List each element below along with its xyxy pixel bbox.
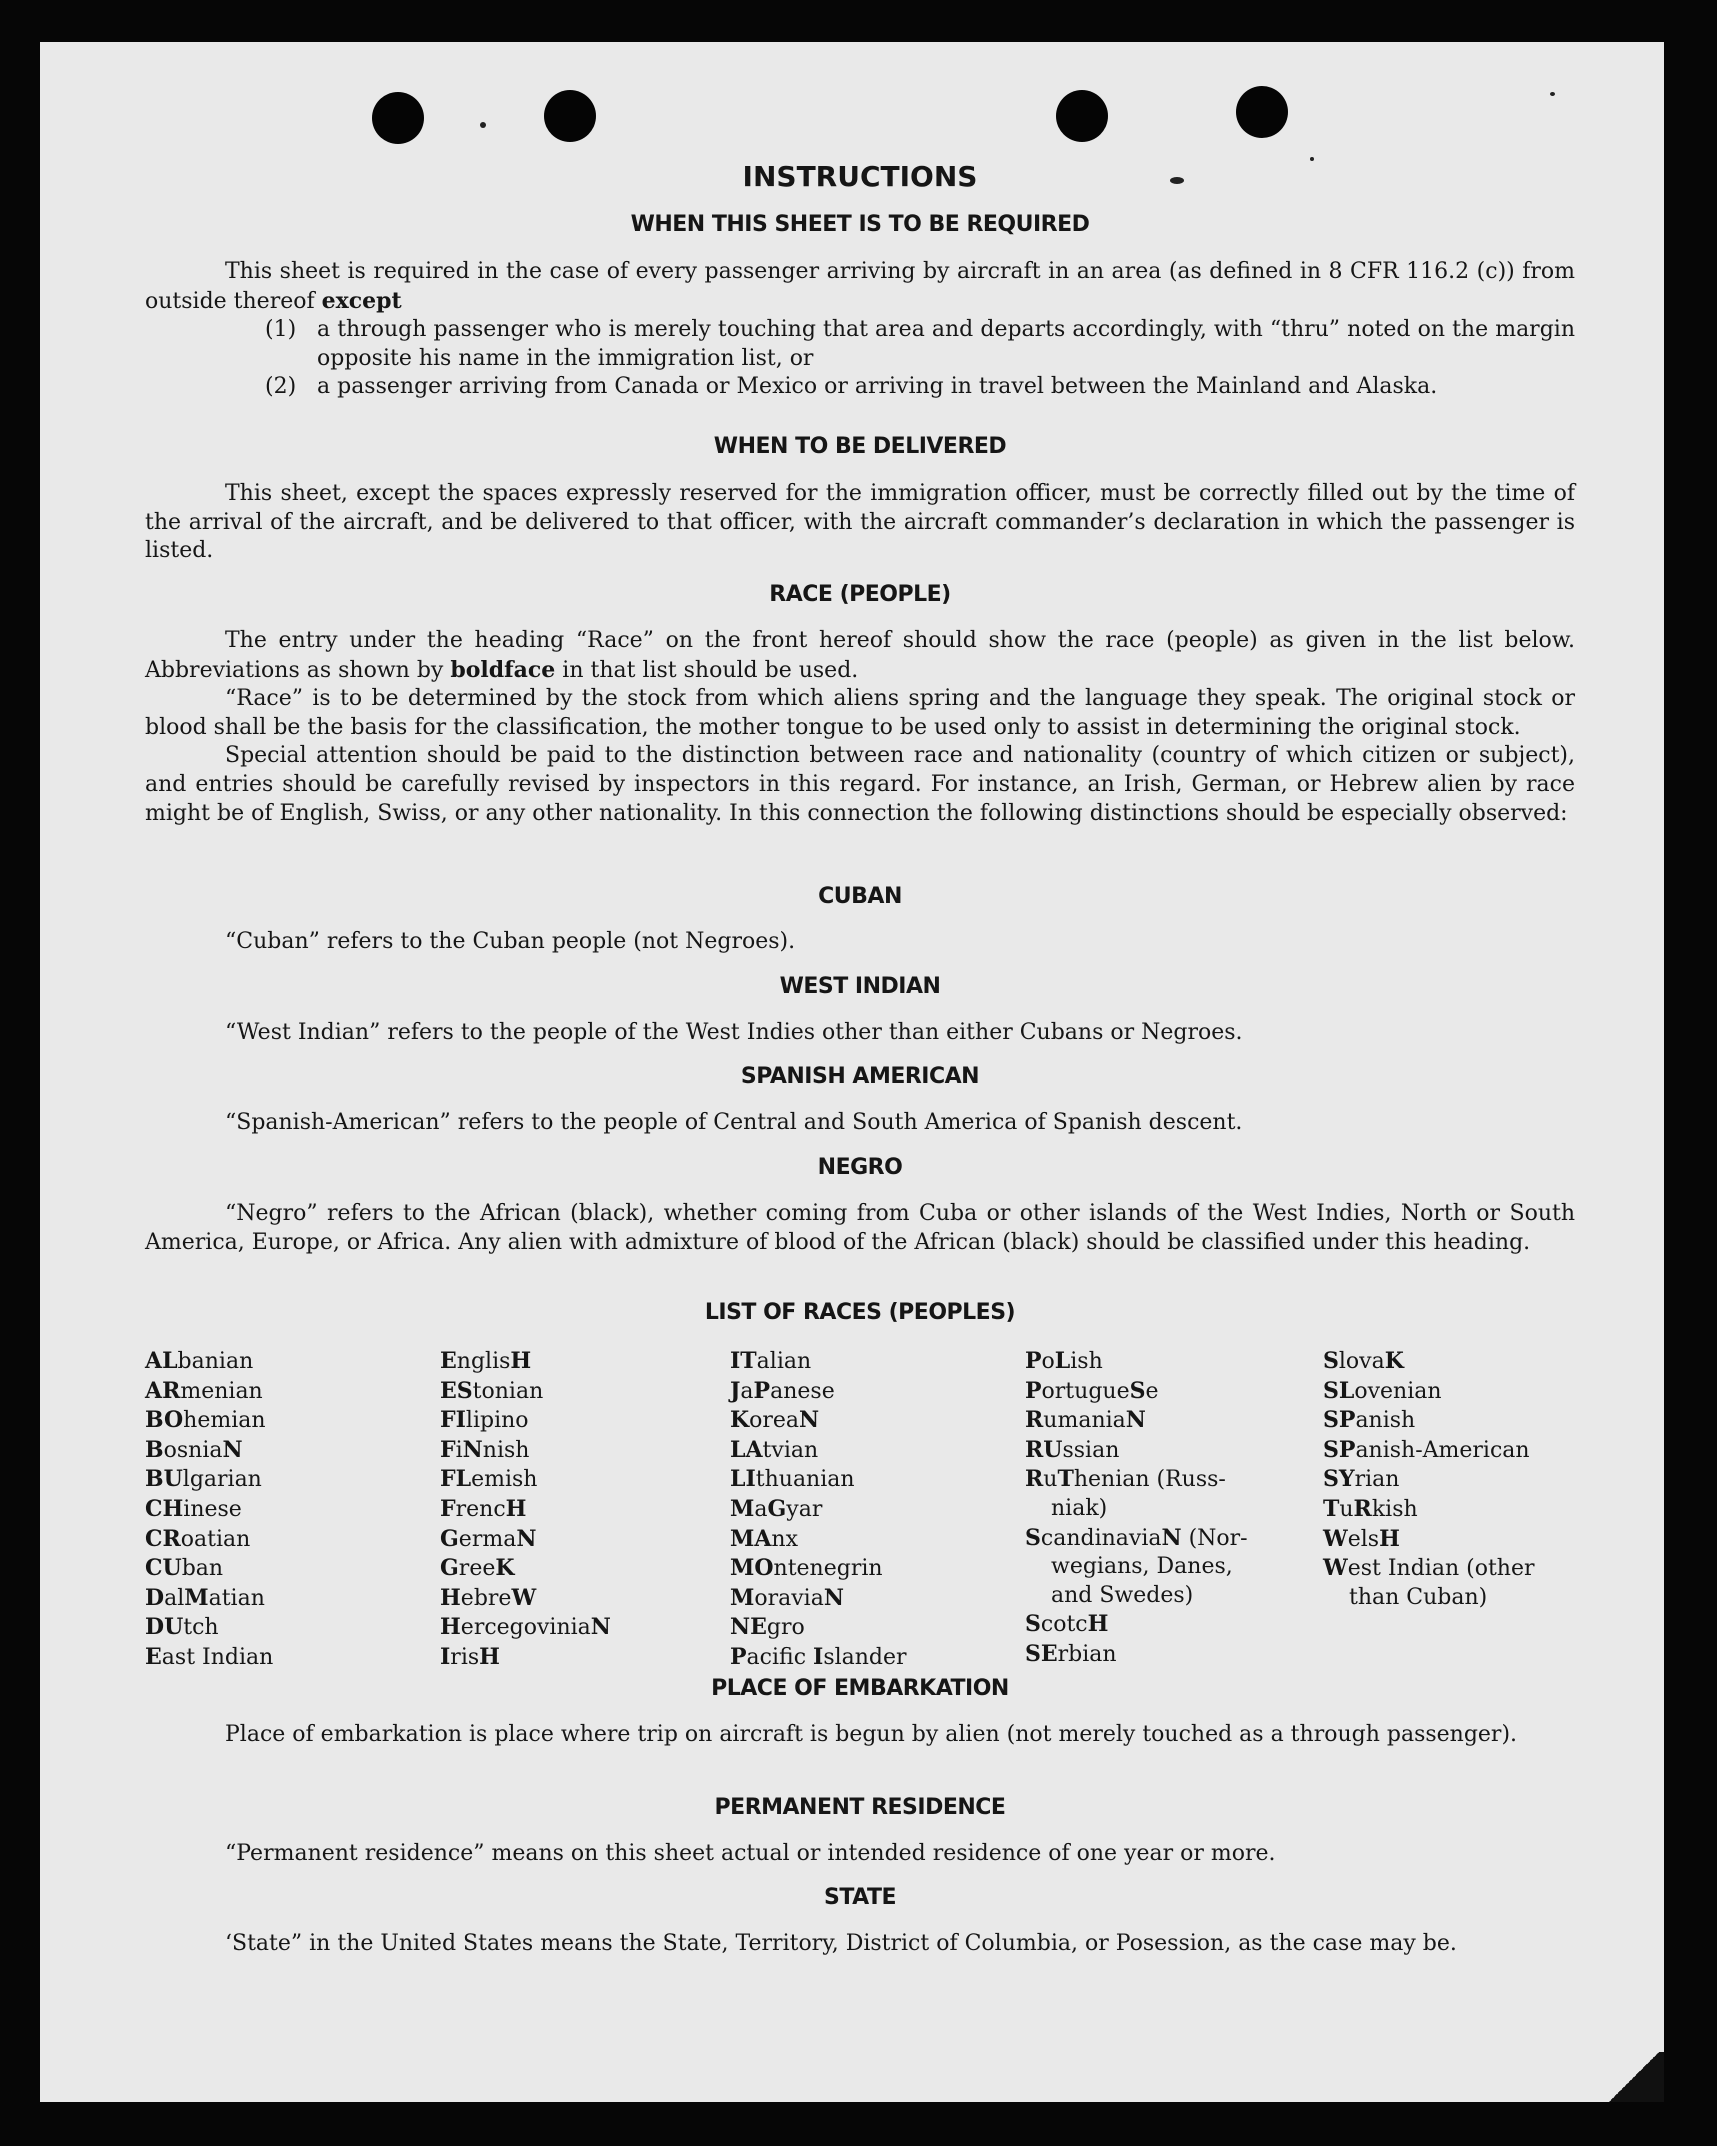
- race-abbrev: K: [1384, 1348, 1404, 1374]
- heading-spanish-american: SPANISH AMERICAN: [740, 1064, 980, 1089]
- race-text: nx: [771, 1526, 798, 1552]
- race-text: tvian: [762, 1437, 819, 1463]
- race-abbrev: M: [730, 1495, 755, 1522]
- race-abbrev: N: [516, 1525, 537, 1552]
- race-entry: [1025, 1377, 1295, 1407]
- speck: [1550, 92, 1555, 96]
- race-text: ortugue: [1041, 1378, 1130, 1404]
- heading-list-of-races: LIST OF RACES (PEOPLES): [704, 1300, 1016, 1325]
- race-text: henian (Russ-: [1073, 1467, 1226, 1493]
- document-sheet: [40, 42, 1664, 2102]
- race-entry: [145, 1554, 415, 1584]
- race-text: menian: [180, 1378, 263, 1404]
- race-entry: [1025, 1524, 1295, 1554]
- race-entry: [440, 1377, 710, 1407]
- race-text: osnia: [163, 1437, 223, 1463]
- race-abbrev: MO: [730, 1555, 774, 1582]
- race-abbrev: H: [479, 1643, 500, 1670]
- race-abbrev: S: [1025, 1524, 1041, 1551]
- race-entry: [1323, 1525, 1623, 1555]
- race-abbrev: B: [145, 1436, 164, 1463]
- race-abbrev: W: [511, 1584, 537, 1611]
- race-text: emish: [471, 1467, 538, 1493]
- race-text: ris: [450, 1644, 480, 1670]
- race-entry: [1323, 1554, 1623, 1584]
- race-text: ercegovinia: [460, 1615, 591, 1641]
- race-abbrev: H: [510, 1348, 532, 1374]
- race-text: ntenegrin: [773, 1556, 883, 1582]
- race-text: oatian: [180, 1526, 251, 1552]
- race-entry: [1025, 1465, 1295, 1495]
- race-text: ssian: [1062, 1437, 1120, 1463]
- negro-text: “Negro” refers to the African (black), whether coming from Cuba or other islands of the West Indies, North or South America, Europe, or Africa. Any alien with admixture of blood of the African (black) should be classified under this heading.: [145, 1201, 1575, 1255]
- race-list-column-5: [1323, 1347, 1623, 1612]
- race-abbrev: S: [1025, 1611, 1041, 1638]
- race-entry: [1323, 1495, 1623, 1525]
- race-text: ban: [181, 1556, 224, 1582]
- race-abbrev: N: [590, 1614, 611, 1641]
- race-abbrev: SE: [1025, 1640, 1058, 1667]
- race-list-column-4: [1025, 1347, 1295, 1670]
- race-entry: [440, 1347, 710, 1377]
- race-abbrev: R: [1025, 1466, 1044, 1493]
- race-entry: [440, 1525, 710, 1555]
- state-text: ‘State” in the United States means the State, Territory, District of Columbia, or Posession, as the case may be.: [225, 1931, 1457, 1956]
- punch-hole-1: [372, 92, 424, 144]
- embarkation-text: Place of embarkation is place where trip on aircraft is begun by alien (not merely touched as a through passenger).: [225, 1722, 1518, 1747]
- race-abbrev: BO: [145, 1407, 184, 1434]
- race-abbrev: S: [1129, 1377, 1146, 1404]
- race-entry-continuation: than Cuban): [1349, 1584, 1488, 1610]
- race-entry: [730, 1436, 1000, 1466]
- section-race: [145, 627, 1575, 828]
- race-text: hemian: [183, 1408, 266, 1434]
- race-entry: [440, 1465, 710, 1495]
- race-abbrev: P: [730, 1643, 747, 1670]
- race-entry: [1323, 1377, 1623, 1407]
- race-abbrev: F: [440, 1495, 456, 1522]
- race-list-column-2: [440, 1347, 710, 1673]
- section-west-indian: [145, 1019, 1575, 1048]
- race-entry: [730, 1465, 1000, 1495]
- heading-residence: PERMANENT RESIDENCE: [714, 1795, 1006, 1820]
- race-abbrev: H: [1087, 1611, 1109, 1638]
- race-abbrev: N: [823, 1584, 844, 1611]
- race-abbrev: BU: [145, 1466, 183, 1493]
- race-text: u: [1043, 1467, 1058, 1493]
- race-abbrev: N: [222, 1436, 243, 1463]
- race-entry: [145, 1347, 415, 1377]
- race-entry: [440, 1495, 710, 1525]
- race-abbrev: G: [767, 1495, 787, 1522]
- race-text: ast Indian: [161, 1644, 274, 1670]
- race-text: slander: [823, 1644, 907, 1670]
- race-abbrev: S: [1323, 1348, 1339, 1374]
- race-text: lipino: [465, 1408, 529, 1434]
- race-abbrev: N: [462, 1436, 483, 1463]
- race-text: (Nor-: [1181, 1525, 1248, 1551]
- race-abbrev: M: [730, 1584, 755, 1611]
- race-entry: [1025, 1610, 1295, 1640]
- race-abbrev: E: [440, 1348, 457, 1374]
- required-intro: This sheet is required in the case of every passenger arriving by aircraft in an area (as defined in 8 CFR 116.2 (c)) from outside thereof except: [145, 259, 1575, 314]
- race-abbrev: W: [1323, 1555, 1348, 1582]
- race-text: gro: [766, 1615, 805, 1641]
- race-abbrev: N: [799, 1407, 820, 1434]
- race-text: cotc: [1040, 1612, 1088, 1638]
- race-abbrev: MA: [730, 1525, 772, 1552]
- race-text: tonian: [472, 1378, 544, 1404]
- race-text: erma: [458, 1526, 517, 1552]
- race-abbrev: H: [440, 1584, 461, 1611]
- section-negro: [145, 1200, 1575, 1257]
- section-residence: [145, 1840, 1575, 1869]
- heading-embarkation: PLACE OF EMBARKATION: [711, 1676, 1009, 1701]
- race-text: rbian: [1057, 1641, 1117, 1667]
- race-entry: [1323, 1406, 1623, 1436]
- race-text: est Indian (other: [1347, 1556, 1535, 1582]
- race-text: anish: [1355, 1408, 1416, 1434]
- race-abbrev: DU: [145, 1614, 184, 1641]
- page-corner-fold: [1604, 2052, 1664, 2102]
- race-abbrev: CH: [145, 1495, 184, 1522]
- race-entry-continuation: and Swedes): [1051, 1582, 1194, 1608]
- page-title: INSTRUCTIONS: [742, 160, 978, 193]
- race-entry: [730, 1377, 1000, 1407]
- race-abbrev: SY: [1323, 1466, 1355, 1493]
- race-abbrev: RU: [1025, 1436, 1063, 1463]
- race-entry: [1025, 1436, 1295, 1466]
- race-text: nish: [482, 1437, 530, 1463]
- race-entry: [730, 1495, 1000, 1525]
- race-text: ish: [1070, 1349, 1103, 1374]
- race-entry: [1323, 1347, 1623, 1377]
- race-text: o: [1041, 1349, 1055, 1374]
- race-abbrev: R: [1025, 1407, 1044, 1434]
- race-entry: [145, 1584, 415, 1614]
- race-entry: [730, 1643, 1000, 1673]
- race-abbrev: H: [1379, 1525, 1400, 1552]
- race-text: kish: [1371, 1496, 1418, 1522]
- race-entry: [145, 1406, 415, 1436]
- section-delivered: [145, 480, 1575, 566]
- race-entry: [1025, 1640, 1295, 1670]
- race-entry: [730, 1554, 1000, 1584]
- race-text: atian: [208, 1585, 265, 1611]
- race-abbrev: NE: [730, 1614, 767, 1641]
- residence-text: “Permanent residence” means on this sheet actual or intended residence of one year or more.: [225, 1841, 1276, 1866]
- heading-race: RACE (PEOPLE): [769, 582, 951, 607]
- heading-negro: NEGRO: [817, 1155, 903, 1180]
- race-text: banian: [177, 1349, 254, 1374]
- heading-state: STATE: [824, 1885, 896, 1910]
- race-abbrev: H: [440, 1614, 461, 1641]
- race-entry: [145, 1465, 415, 1495]
- race-entry: [145, 1436, 415, 1466]
- race-entry: [145, 1377, 415, 1407]
- race-abbrev: ES: [440, 1377, 473, 1404]
- race-text: inese: [183, 1496, 242, 1522]
- heading-cuban: CUBAN: [818, 884, 902, 909]
- race-text: a: [754, 1496, 768, 1522]
- race-abbrev: M: [184, 1584, 209, 1611]
- race-text: alian: [756, 1349, 812, 1374]
- race-text: e: [1145, 1378, 1159, 1404]
- race-abbrev: P: [1025, 1377, 1042, 1404]
- race-text: al: [164, 1585, 185, 1611]
- race-text: umania: [1043, 1408, 1126, 1434]
- race-entry: [730, 1613, 1000, 1643]
- race-text: renc: [455, 1496, 506, 1522]
- race-abbrev: I: [440, 1643, 451, 1670]
- race-entry-continuation: niak): [1051, 1495, 1108, 1521]
- required-item-2: (2) a passenger arriving from Canada or Mexico or arriving in travel between the Mainland and Alaska.: [265, 374, 1438, 400]
- race-abbrev: CR: [145, 1525, 181, 1552]
- race-abbrev: T: [1057, 1466, 1074, 1493]
- race-abbrev: W: [1323, 1525, 1348, 1552]
- section-cuban: [145, 928, 1575, 957]
- race-text: orea: [749, 1408, 800, 1434]
- race-text: lova: [1338, 1349, 1385, 1374]
- race-entry: [440, 1613, 710, 1643]
- speck: [480, 122, 486, 128]
- race-entry: [730, 1406, 1000, 1436]
- race-entry: [1323, 1465, 1623, 1495]
- race-abbrev: E: [145, 1643, 162, 1670]
- race-abbrev: I: [813, 1643, 824, 1670]
- race-abbrev: SP: [1323, 1436, 1356, 1463]
- race-paragraph-2: “Race” is to be determined by the stock from which aliens spring and the language they speak. The original stock or blood shall be the basis for the classification, the mother tongue to be used only to assist in determining the original stock.: [145, 686, 1575, 740]
- race-abbrev: P: [1025, 1348, 1042, 1374]
- race-entry: [145, 1495, 415, 1525]
- race-abbrev: FI: [440, 1407, 466, 1434]
- race-entry: [440, 1554, 710, 1584]
- heading-delivered: WHEN TO BE DELIVERED: [713, 434, 1007, 459]
- race-abbrev: N: [1161, 1524, 1182, 1551]
- race-text: rian: [1354, 1467, 1400, 1493]
- race-text: yar: [786, 1496, 823, 1522]
- race-entry: [1323, 1436, 1623, 1466]
- race-entry: [1025, 1347, 1295, 1377]
- race-entry: [145, 1525, 415, 1555]
- race-text: ree: [458, 1556, 496, 1582]
- race-paragraph-1: The entry under the heading “Race” on the front hereof should show the race (people) as given in the list below. Abbreviations as shown by boldface in that list should be used.: [145, 628, 1575, 683]
- race-entry: [440, 1643, 710, 1673]
- race-abbrev: SL: [1323, 1377, 1355, 1404]
- race-text: a: [740, 1378, 754, 1404]
- race-abbrev: K: [730, 1407, 750, 1434]
- race-entry-continuation: wegians, Danes,: [1051, 1554, 1233, 1580]
- delivered-text: This sheet, except the spaces expressly reserved for the immigration officer, must be correctly filled out by the time of the arrival of the aircraft, and be delivered to that officer, with the aircraft commander’s declaration in which the passenger is listed.: [145, 481, 1575, 564]
- race-text: tch: [183, 1615, 219, 1641]
- race-text: els: [1347, 1526, 1380, 1552]
- race-abbrev: R: [1353, 1495, 1372, 1522]
- race-abbrev: AR: [145, 1377, 181, 1404]
- race-list-column-3: [730, 1347, 1000, 1673]
- race-entry: [730, 1525, 1000, 1555]
- race-entry: [440, 1436, 710, 1466]
- race-abbrev: SP: [1323, 1407, 1356, 1434]
- race-abbrev: F: [440, 1436, 456, 1463]
- race-text: nglis: [456, 1349, 511, 1374]
- section-required: [145, 258, 1575, 402]
- race-abbrev: H: [505, 1495, 527, 1522]
- race-abbrev: P: [753, 1377, 771, 1404]
- race-entry: [440, 1584, 710, 1614]
- race-abbrev: K: [495, 1555, 515, 1582]
- punch-hole-3: [1056, 90, 1108, 142]
- race-abbrev: LA: [730, 1436, 763, 1463]
- required-item-1: (1) a through passenger who is merely touching that area and departs accordingly, with “thru” noted on the margin opposite his name in the immigration list, or: [265, 317, 1575, 371]
- race-abbrev: CU: [145, 1555, 182, 1582]
- race-entry: [440, 1406, 710, 1436]
- race-abbrev: IT: [730, 1348, 757, 1374]
- race-entry: [1025, 1406, 1295, 1436]
- race-text: anish-American: [1355, 1437, 1530, 1463]
- race-text: acific: [746, 1644, 814, 1670]
- section-state: [145, 1930, 1575, 1959]
- heading-required: WHEN THIS SHEET IS TO BE REQUIRED: [630, 212, 1090, 237]
- race-list-column-1: [145, 1347, 415, 1673]
- race-entry: [730, 1347, 1000, 1377]
- race-text: oravia: [754, 1585, 824, 1611]
- race-abbrev: AL: [145, 1348, 178, 1374]
- race-text: ovenian: [1354, 1378, 1442, 1404]
- race-text: i: [455, 1437, 463, 1463]
- heading-west-indian: WEST INDIAN: [779, 974, 941, 999]
- race-paragraph-3: Special attention should be paid to the distinction between race and nationality (country of which citizen or subject), and entries should be carefully revised by inspectors in this regard. For instance, an Irish, German, or Hebrew alien by race might be of English, Swiss, or any other nationality. In this connection the following distinctions should be especially observed:: [145, 743, 1575, 826]
- spanish-american-text: “Spanish-American” refers to the people of Central and South America of Spanish descent.: [225, 1110, 1243, 1135]
- race-abbrev: G: [440, 1525, 459, 1552]
- west-indian-text: “West Indian” refers to the people of the West Indies other than either Cubans or Negroes.: [225, 1020, 1243, 1045]
- section-spanish-american: [145, 1109, 1575, 1138]
- race-entry: [145, 1613, 415, 1643]
- race-abbrev: N: [1125, 1407, 1146, 1434]
- race-abbrev: J: [730, 1377, 741, 1404]
- race-abbrev: L: [1054, 1348, 1071, 1374]
- race-abbrev: LI: [730, 1466, 756, 1493]
- race-abbrev: T: [1323, 1495, 1340, 1522]
- race-text: lgarian: [182, 1467, 262, 1493]
- race-text: ebre: [460, 1585, 512, 1611]
- cuban-text: “Cuban” refers to the Cuban people (not Negroes).: [225, 929, 796, 954]
- section-embarkation: [145, 1721, 1575, 1750]
- race-entry: [145, 1643, 415, 1673]
- race-abbrev: FL: [440, 1466, 472, 1493]
- race-text: thuanian: [755, 1467, 855, 1493]
- race-text: candinavia: [1040, 1525, 1162, 1551]
- punch-hole-4: [1236, 86, 1288, 138]
- race-abbrev: G: [440, 1555, 459, 1582]
- punch-hole-2: [544, 90, 596, 142]
- race-entry: [730, 1584, 1000, 1614]
- race-text: anese: [770, 1378, 835, 1404]
- race-abbrev: D: [145, 1584, 165, 1611]
- race-text: u: [1339, 1496, 1354, 1522]
